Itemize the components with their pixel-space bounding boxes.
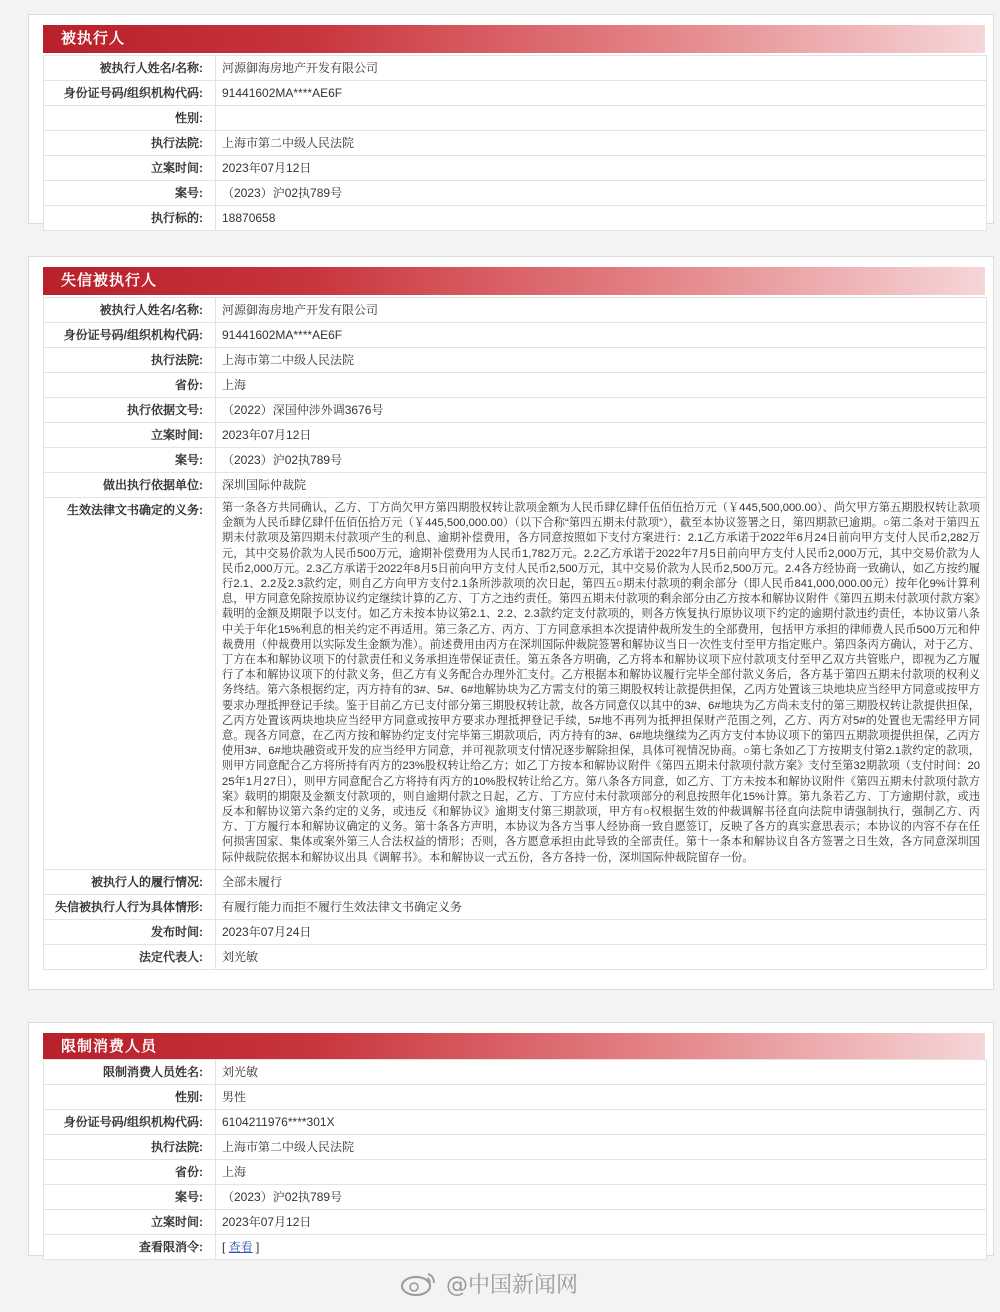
field-label: 省份: (44, 1160, 216, 1185)
table-row (44, 423, 987, 448)
field-value: 上海市第二中级人民法院 (216, 348, 987, 373)
field-value: （2023）沪02执789号 (216, 448, 987, 473)
table-row (44, 106, 987, 131)
table-row (44, 398, 987, 423)
table-row (44, 1160, 987, 1185)
table-row (44, 1235, 987, 1260)
field-value: 上海 (216, 373, 987, 398)
field-value: （2023）沪02执789号 (216, 1185, 987, 1210)
table-row (44, 131, 987, 156)
field-label: 执行法院: (44, 1135, 216, 1160)
table-row (44, 1185, 987, 1210)
field-value: 18870658 (216, 206, 987, 231)
table-row (44, 1110, 987, 1135)
table-row (44, 1085, 987, 1110)
field-label: 案号: (44, 448, 216, 473)
table-row (44, 81, 987, 106)
table-row (44, 348, 987, 373)
field-value: （2023）沪02执789号 (216, 181, 987, 206)
table-row (44, 1135, 987, 1160)
field-value: 2023年07月12日 (216, 1210, 987, 1235)
section-title-restricted: 限制消费人员 (43, 1033, 985, 1061)
field-value: 91441602MA****AE6F (216, 81, 987, 106)
field-label: 执行标的: (44, 206, 216, 231)
field-value: 上海 (216, 1160, 987, 1185)
field-value: 2023年07月12日 (216, 156, 987, 181)
table-row (44, 1060, 987, 1085)
field-label: 发布时间: (44, 919, 216, 944)
field-value: 2023年07月12日 (216, 423, 987, 448)
field-value: 上海市第二中级人民法院 (216, 1135, 987, 1160)
table-row (44, 919, 987, 944)
section-title-dishonest: 失信被执行人 (43, 267, 985, 295)
restricted-table (43, 1059, 987, 1260)
field-label: 生效法律文书确定的义务: (44, 498, 216, 870)
field-label: 身份证号码/组织机构代码: (44, 1110, 216, 1135)
field-value: 2023年07月24日 (216, 919, 987, 944)
field-value: 上海市第二中级人民法院 (216, 131, 987, 156)
field-value: 6104211976****301X (216, 1110, 987, 1135)
field-label: 失信被执行人行为具体情形: (44, 894, 216, 919)
field-label: 执行法院: (44, 131, 216, 156)
field-label: 执行依据文号: (44, 398, 216, 423)
field-label: 案号: (44, 1185, 216, 1210)
dishonest-person-section (28, 256, 994, 990)
field-value: 刘光敏 (216, 944, 987, 969)
field-value: 91441602MA****AE6F (216, 323, 987, 348)
field-label: 立案时间: (44, 423, 216, 448)
field-label: 案号: (44, 181, 216, 206)
view-restriction-order-link[interactable]: 查看 (228, 1240, 253, 1254)
field-label: 法定代表人: (44, 944, 216, 969)
field-label: 省份: (44, 373, 216, 398)
table-row (44, 298, 987, 323)
table-row (44, 894, 987, 919)
field-value: 深圳国际仲裁院 (216, 473, 987, 498)
field-value: 河源御海房地产开发有限公司 (216, 298, 987, 323)
table-row (44, 498, 987, 870)
obligation-text: 第一条各方共同确认，乙方、丁方尚欠甲方第四期股权转让款项金额为人民币肆亿肆仟伍佰伍拾万元（￥445,500,000.00）、尚欠甲方第五期股权转让款项金额为人民币肆亿肆仟伍佰伍拾万元（￥445,500,000.00）（以下合称“第四五期未付款项”），截至本协议签署之日，第四期款已逾期。○第二条对于第四五期未付款项及第四期未付款项产生的利息、逾期补偿费用，各方同意按照如下支付方案进行：2.1乙方承诺于2022年6月24日前向甲方支付人民币2,282万元，其中交易价款为人民币500万元，逾期补偿费用为人民币1,782万元。2.2乙方承诺于2022年7月5日前向甲方支付人民币2,000万元，其中交易价款为人民币2,000万元。2.3乙方承诺于2022年8月5日前向甲方支付人民币2,500万元，其中交易价款为人民币2,500万元。2.4各方经协商一致确认，如乙方按约履行2.1、2.2及2.3款约定，则自乙方向甲方支付2.1条所涉款项的次日起，第四五○期未付款项的剩余部分（即人民币841,000,000.00元）按年化9%计算利息，甲方同意免除按原协议约定继续计算的乙方、丁方之违约责任。第四五期未付款项的剩余部分由乙方按本和解协议附件《第四五期未付款项付款方案》载明的金额及期限予以支付。如乙方未按本协议第2.1、2.2、2.3款约定支付款项的，则各方恢复执行原协议项下约定的逾期付款违约责任，本协议第八条中关于年化15%利息的相关约定不再适用。第三条乙方、丙方、丁方同意承担本次提请仲裁所发生的全部费用，包括甲方承担的律师费人民币500万元和仲裁费用（仲裁费用以实际发生金额为准）。前述费用由丙方在深圳国际仲裁院签署和解协议当日一次性支付至甲方指定账户。第四条丙方确认，对于乙方、丁方在本和解协议项下的付款责任和义务承担连带保证责任。第五条各方明确，乙方将本和解协议项下应付款项支付至甲乙双方共管账户，即视为乙方履行了本和解协议项下的付款义务，但乙方有义务配合办理外汇支付。乙方根据本和解协议履行完毕全部付款义务后，各方基于第四五期未付款项的权利义务终结。第六条根据约定，丙方持有的3#、5#、6#地解协块为乙方需支付的第三期股权转让款提供担保，乙丙方处置该三块地块应当经甲方同意或按甲方要求办理抵押登记手续。鉴于目前乙方已支付部分第三期股权转让款，故各方同意仅以其中的3#、6#地块为乙方尚未支付的第三期股权转让款提供担保，乙丙方处置该两块地块应当经甲方同意或按甲方要求办理抵押登记手续，5#地不再列为抵押担保财产范围之列，乙方、丙方对5#的处置也无需经甲方同意。现各方同意，在乙丙方按和解协约定支付完毕第三期款项后，丙方持有的3#、6#地块继续为乙丙方支付本协议项下的第四五期款项提供担保，乙丙方使用3#、6#地块融资或开发的应当经甲方同意，并可视款项支付情况逐步解除担保，具体可视情况协商。○第七条如乙丁方按期支付第2.1款约定的款项，则甲方同意配合乙方将所持有丙方的23%股权转让给乙方；如乙丁方按本和解协议附件《第四五期未付款项付款方案》支付至第32期款项（支付时间：2025年1月27日），则甲方同意配合乙方将持有丙方的10%股权转让给乙方。第八条各方同意，如乙方、丁方未按本和解协议附件《第四五期未付款项付款方案》载明的期限及金额支付款项的，则自逾期付款之日起，乙方、丁方应付未付款项部分的利息按照年化15%计算。第九条若乙方、丁方逾期付款，或违反本和解协议第六条约定的义务，或违反《和解协议》逾期支付第三期款项，甲方有○权根据生效的仲裁调解书径直向法院申请强制执行，强制乙方、丙方、丁方履行本和解协议确定的义务。第十条各方声明，本协议为各方当事人经协商一致自愿签订，反映了各方的真实意思表示；本协议的内容不存在任何损害国家、集体或案外第三人合法权益的情形；否则，各方愿意承担由此导致的全部责任。第十一条本和解协议自各方签署之日生效，各方同意深圳国际仲裁院依据本和解协议出具《调解书》。本和解协议一式五份，各方各持一份，深圳国际仲裁院留存一份。 (216, 498, 987, 870)
table-row (44, 56, 987, 81)
field-label: 性别: (44, 1085, 216, 1110)
table-row (44, 473, 987, 498)
field-label: 做出执行依据单位: (44, 473, 216, 498)
table-row (44, 869, 987, 894)
field-value: 男性 (216, 1085, 987, 1110)
field-value: 有履行能力而拒不履行生效法律文书确定义务 (216, 894, 987, 919)
weibo-logo-icon (400, 1270, 440, 1296)
field-value: （2022）深国仲涉外调3676号 (216, 398, 987, 423)
field-label: 身份证号码/组织机构代码: (44, 81, 216, 106)
executed-table (43, 55, 987, 231)
field-value: 刘光敏 (216, 1060, 987, 1085)
field-value (216, 106, 987, 131)
field-label: 查看限消令: (44, 1235, 216, 1260)
table-row (44, 181, 987, 206)
field-label: 限制消费人员姓名: (44, 1060, 216, 1085)
executed-person-section (28, 14, 994, 224)
field-label: 被执行人姓名/名称: (44, 56, 216, 81)
field-label: 身份证号码/组织机构代码: (44, 323, 216, 348)
field-value: [ 查看 ] (216, 1235, 987, 1260)
table-row (44, 323, 987, 348)
field-label: 立案时间: (44, 1210, 216, 1235)
field-label: 立案时间: (44, 156, 216, 181)
field-label: 执行法院: (44, 348, 216, 373)
table-row (44, 1210, 987, 1235)
field-label: 被执行人姓名/名称: (44, 298, 216, 323)
restricted-consumption-section (28, 1022, 994, 1256)
dishonest-table (43, 297, 987, 970)
field-value: 河源御海房地产开发有限公司 (216, 56, 987, 81)
field-value: 全部未履行 (216, 869, 987, 894)
table-row (44, 206, 987, 231)
table-row (44, 448, 987, 473)
field-label: 被执行人的履行情况: (44, 869, 216, 894)
table-row (44, 156, 987, 181)
table-row (44, 944, 987, 969)
section-title-executed: 被执行人 (43, 25, 985, 53)
watermark: @中国新闻网 (446, 1273, 579, 1298)
table-row (44, 373, 987, 398)
field-label: 性别: (44, 106, 216, 131)
